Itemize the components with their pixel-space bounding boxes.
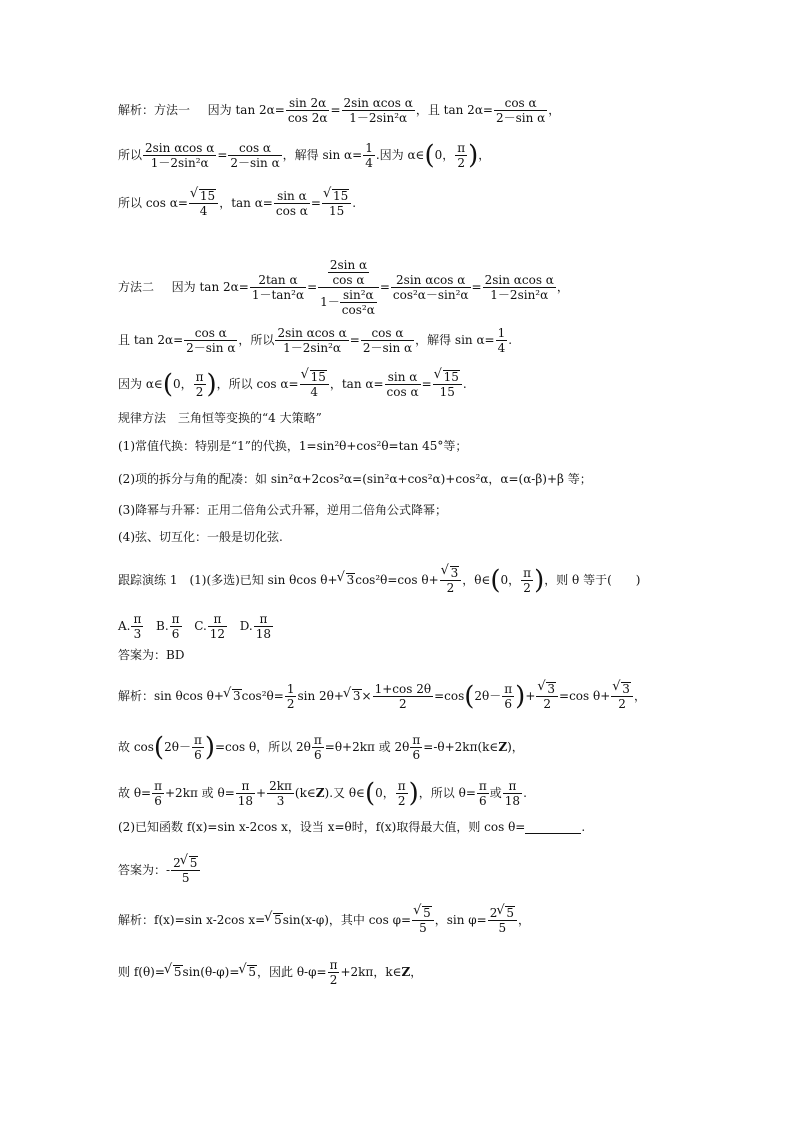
solution-1-line-1: 解析：sin θcos θ+√ 3cos²θ= $\frac{1}{2}$ sin 2θ+√ 3× $\frac{1+\cos 2\theta}{2}$ =cos(2θ－ $\frac{\pi}{6}$ )+ √ $\frac{3}{2}$ =cos θ+ √ $\frac{3}{2}$ ，: [118, 682, 646, 711]
fraction: $\frac{1}{4}$: [365, 141, 373, 170]
fraction: $\frac{\text{2sin αcos α}}{\text{1－2sin²α}}$: [484, 273, 554, 302]
rule-item-3: (3)降幂与升幂：正用二倍角公式升幂，逆用二倍角公式降幂；: [118, 503, 448, 517]
fraction: $\frac{\pi}{2}$: [457, 141, 466, 170]
fraction: $\frac{\text{2sin αcos α}}{\text{cos²α－sin²α}}$: [392, 273, 469, 302]
rule-item-1: (1)常值代换：特别是“1”的代换，1=sin²θ+cos²θ=tan 45°等；: [118, 439, 468, 453]
complex-fraction: $\frac{\text{2sin α}}{\text{cos α}}$ 1－ $\frac{\text{sin²α}}{\text{cos²α}}$: [318, 258, 379, 317]
solution-line-3: 所以 cos α= √ $\frac{15}{4}$ ，tan α= $\frac{\text{sin α}}{\text{cos α}}$ = √ $\frac{15}{15}$ .: [118, 189, 356, 218]
solution-2-line-2: 则 f(θ)=√ 5sin(θ-φ)=√ 5，因此 θ-φ= $\frac{\pi}{2}$ +2kπ，k∈Z，: [118, 958, 422, 987]
option-a: A. $\frac{\pi}{3}$: [118, 612, 142, 641]
rules-title: 规律方法 三角恒等变换的“4 大策略”: [118, 411, 322, 425]
solution-2-line-1: 解析：f(x)=sin x-2cos x=√ 5sin(x-φ)，其中 cos φ= √ $\frac{5}{5}$ ，sin φ= $\frac{2√ 5}{5}$ ，: [118, 906, 530, 935]
fraction: $\frac{1}{4}$: [497, 326, 506, 355]
fraction: $\frac{\pi}{2}$: [195, 370, 204, 399]
fraction: $\frac{\text{2sin αcos α}}{\text{1－2sin²α}}$: [145, 141, 215, 170]
question-1-options: [118, 612, 274, 641]
fraction: √ $\frac{15}{4}$: [189, 189, 218, 218]
fraction: $\frac{\text{cos α}}{\text{2－sin α}}$: [495, 96, 546, 125]
answer-1: 答案为：BD: [118, 648, 185, 662]
fraction: $\frac{\pi}{2}$: [523, 566, 532, 595]
solution-1-line-3: 故 θ= $\frac{\pi}{6}$ +2kπ 或 θ= $\frac{\pi}{18}$ + $\frac{2k\pi}{3}$ (k∈Z).又 θ∈(0， $\frac{\pi}{2}$ )，所以 θ= $\frac{\pi}{6}$ 或 $\frac{\pi}{18}$ .: [118, 778, 527, 809]
method-one-label: 解析：方法一: [118, 103, 191, 117]
solution-line-2: 所以 $\frac{\text{2sin αcos α}}{\text{1－2sin²α}}$ = $\frac{\text{cos α}}{\text{2－sin α}}$ ，解得 sin α= $\frac{1}{4}$ .因为 α∈(0， $\frac{\pi}{2}$ )，: [118, 140, 491, 171]
fraction: $\frac{\text{2tan α}}{\text{1－tan²α}}$: [251, 273, 305, 302]
solution-1-line-2: 故 cos(2θ－ $\frac{\pi}{6}$ )=cos θ，所以 2θ $\frac{\pi}{6}$ =θ+2kπ 或 2θ $\frac{\pi}{6}$ =-θ+2kπ(k∈Z)，: [118, 732, 524, 763]
answer-blank[interactable]: [525, 821, 581, 834]
method-two-label: 方法二: [118, 280, 155, 294]
fraction: √ $\frac{15}{15}$: [433, 370, 462, 399]
fraction: $\frac{\text{2sin αcos α}}{\text{1－2sin²α}}$: [277, 326, 347, 355]
fraction: $\frac{\text{sin α}}{\text{cos α}}$: [386, 370, 419, 399]
fraction: $\frac{\text{sin α}}{\text{cos α}}$: [275, 189, 308, 218]
rule-item-4: (4)弦、切互化：一般是切化弦.: [118, 530, 283, 544]
fraction: √ $\frac{15}{15}$: [322, 189, 351, 218]
question-1: 跟踪演练 1 (1)(多选)已知 sin θcos θ+√ 3cos²θ=cos θ+ √ $\frac{3}{2}$ ，θ∈(0， $\frac{\pi}{2}$ )，则 θ 等于( ): [118, 566, 640, 595]
fraction: $\frac{\sin 2\alpha}{\cos 2\alpha}$: [287, 96, 328, 125]
fraction: √ $\frac{3}{2}$: [440, 566, 462, 595]
option-d: D. $\frac{\pi}{18}$: [239, 612, 272, 641]
fraction: $\frac{\text{cos α}}{\text{2－sin α}}$: [362, 326, 413, 355]
fraction: √ $\frac{15}{4}$: [300, 370, 329, 399]
solution-method-two-line: 方法二 因为 tan 2α= $\frac{\text{2tan α}}{\text{1－tan²α}}$ = $\frac{\text{2sin α}}{\text{cos α}}$ 1－ $\frac{\text{sin²α}}{\text{cos²α}}$ = $\frac{\text{2sin αcos α}}{\text{cos²α－sin²α}}$ = $\frac{\text{2sin αcos α}}{\text{1－2sin²α}}$ ，: [118, 258, 569, 317]
rule-item-2: (2)项的拆分与角的配凑：如 sin²α+2cos²α=(sin²α+cos²α)+cos²α，α=(α-β)+β 等；: [118, 472, 592, 486]
question-2: (2)已知函数 f(x)=sin x-2cos x，设当 x=θ时，f(x)取得最大值，则 cos θ= .: [118, 820, 586, 834]
fraction: $\frac{\text{cos α}}{\text{2－sin α}}$: [230, 141, 280, 170]
answer-2: 答案为：- $\frac{2√ 5}{5}$: [118, 856, 201, 885]
solution-line-6: 因为 α∈(0， $\frac{\pi}{2}$ )，所以 cos α= √ $\frac{15}{4}$ ，tan α= $\frac{\text{sin α}}{\text{cos α}}$ = √ $\frac{15}{15}$ .: [118, 370, 467, 399]
fraction: $\frac{\text{2sin αcos α}}{\text{1－2sin²α}}$: [343, 96, 413, 125]
option-c: C. $\frac{\pi}{12}$: [194, 612, 226, 641]
fraction: $\frac{\text{cos α}}{\text{2－sin α}}$: [186, 326, 236, 355]
solution-line-5: 且 tan 2α= $\frac{\text{cos α}}{\text{2－sin α}}$ ，所以 $\frac{\text{2sin αcos α}}{\text{1－2sin²α}}$ = $\frac{\text{cos α}}{\text{2－sin α}}$ ，解得 sin α= $\frac{1}{4}$ .: [118, 326, 513, 355]
solution-method-one-line: 解析：方法一 因为 tan 2α= $\frac{\sin 2\alpha}{\cos 2\alpha}$ = $\frac{\text{2sin αcos α}}{\text{1－2sin²α}}$ ，且 tan 2α= $\frac{\text{cos α}}{\text{2－sin α}}$ ，: [118, 96, 561, 125]
option-b: B. $\frac{\pi}{6}$: [156, 612, 180, 641]
